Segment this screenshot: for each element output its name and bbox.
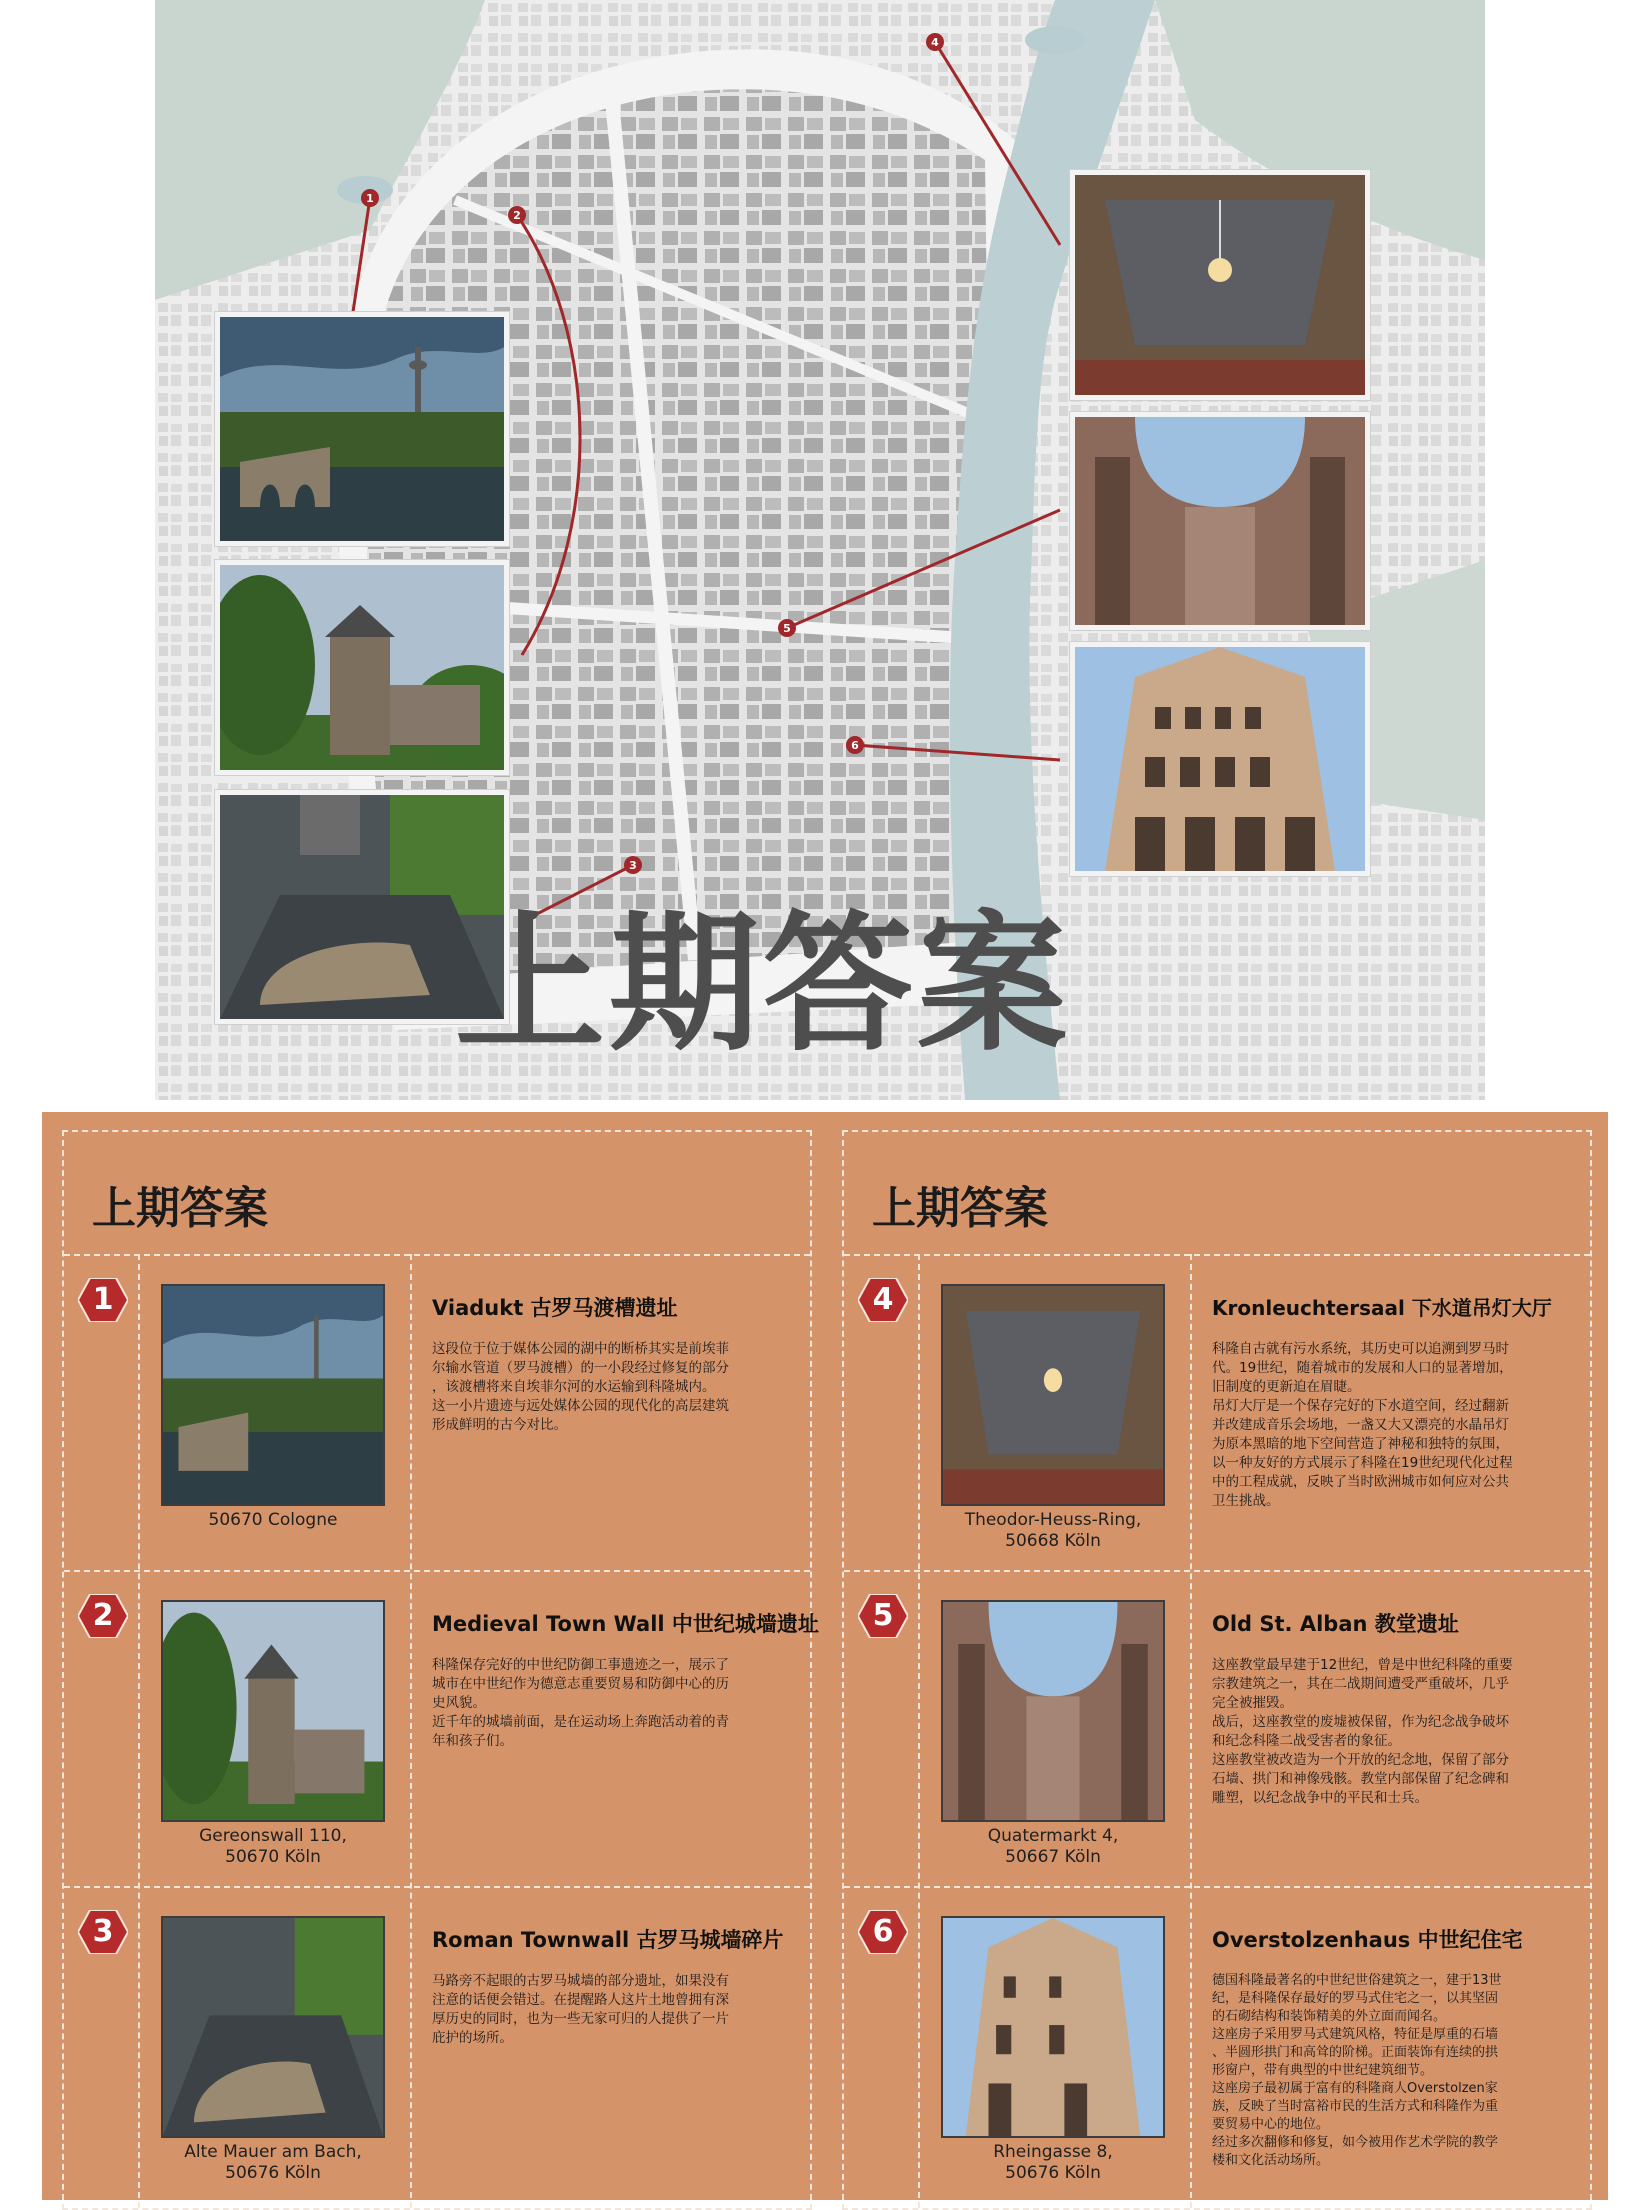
entry-description: 马路旁不起眼的古罗马城墙的部分遗址，如果没有 注意的话便会错过。在提醒路人这片土地曾拥有深 厚历史的同时，也为一些无家可归的人提供了一片 庇护的场所。 <box>432 1973 729 2046</box>
entry-title: Medieval Town Wall 中世纪城墙遗址 <box>432 1612 819 1636</box>
number-label: 6 <box>872 1914 894 1949</box>
entry-description: 德国科隆最著名的中世纪世俗建筑之一，建于13世 纪，是科隆保存最好的罗马式住宅之一，以其坚固 的石砌结构和装饰精美的外立面而闻名。 这座房子采用罗马式建筑风格，特征是厚重的石墙 、半圆形拱门和高耸的阶梯。正面装饰有连续的拱 形窗户，带有典型的中世纪建筑细节。 这座房子最初属于富有的科隆商人Overstolzen家 族，反映了当时富裕市民的生活方式和科隆作为重 要贸易中心的地位。 经过多次翻修和修复，如今被用作艺术学院的教学 楼和文化活动场所。 <box>1212 1973 1502 2168</box>
map-marker-2[interactable]: 2 <box>513 209 521 222</box>
entry-title: Old St. Alban 教堂遗址 <box>1212 1612 1459 1636</box>
entry-address: Theodor-Heuss-Ring, 50668 Köln <box>964 1510 1142 1551</box>
answer-board <box>42 1112 1608 2200</box>
wall-fragment-icon <box>163 1918 383 2136</box>
map-photo-tower[interactable] <box>215 560 509 775</box>
number-label: 1 <box>92 1282 114 1317</box>
map-marker-1[interactable]: 1 <box>366 192 374 205</box>
answer-panel-left <box>62 1130 819 2210</box>
entry-address: Quatermarkt 4, 50667 Köln <box>987 1826 1119 1867</box>
entry-address: Rheingasse 8, 50676 Köln <box>993 2142 1113 2183</box>
answer-entry-6 <box>844 1886 1590 2202</box>
chandelier-icon <box>943 1286 1163 1504</box>
map-marker-5[interactable]: 5 <box>783 622 791 635</box>
map-photo-chandelier-hall[interactable] <box>1070 170 1370 400</box>
answer-entry-1 <box>64 1254 810 1570</box>
map-photo-viaduct[interactable] <box>215 312 509 546</box>
entry-photo[interactable] <box>941 1916 1165 2138</box>
entry-title: Overstolzenhaus 中世纪住宅 <box>1212 1928 1523 1952</box>
banner-title: 上期答案 <box>455 898 1072 1072</box>
tower-icon <box>220 565 504 770</box>
number-label: 3 <box>92 1914 114 1949</box>
entry-title: Roman Townwall 古罗马城墙碎片 <box>432 1928 784 1952</box>
entry-photo[interactable] <box>941 1600 1165 1822</box>
entry-photo[interactable] <box>161 1284 385 1506</box>
entry-photo[interactable] <box>941 1284 1165 1506</box>
chandelier-icon <box>1075 175 1365 395</box>
number-badge <box>78 1278 128 1322</box>
map-photo-church-ruin[interactable] <box>1070 412 1370 630</box>
entry-address: Alte Mauer am Bach, 50676 Köln <box>184 2142 362 2183</box>
answer-entry-5 <box>844 1570 1590 1886</box>
entry-description: 这座教堂最早建于12世纪，曾是中世纪科隆的重要 宗教建筑之一，其在二战期间遭受严重破坏，几乎 完全被摧毁。 战后，这座教堂的废墟被保留，作为纪念战争破坏 和纪念科隆二战受害者的象征。 这座教堂被改造为一个开放的纪念地，保留了部分 石墙、拱门和神像残骸。教堂内部保留了纪念碑和 雕塑，以纪念战争中的平民和士兵。 <box>1212 1657 1513 1806</box>
map-marker-3[interactable]: 3 <box>629 859 637 872</box>
panel-title: 上期答案 <box>872 1183 1048 1234</box>
panel-title: 上期答案 <box>92 1183 268 1234</box>
number-badge <box>858 1910 908 1954</box>
entry-title: Kronleuchtersaal 下水道吊灯大厅 <box>1212 1296 1552 1320</box>
tower-icon <box>163 1602 383 1820</box>
number-badge <box>78 1594 128 1638</box>
church-ruin-icon <box>943 1602 1163 1820</box>
number-label: 2 <box>92 1598 114 1633</box>
entry-photo[interactable] <box>161 1600 385 1822</box>
map-marker-4[interactable]: 4 <box>931 36 939 49</box>
entry-description: 科隆自古就有污水系统，其历史可以追溯到罗马时 代。19世纪，随着城市的发展和人口的显著增加， 旧制度的更新迫在眉睫。 吊灯大厅是一个保存完好的下水道空间，经过翻新 并改建成音乐会场地，一盏又大又漂亮的水晶吊灯 为原本黑暗的地下空间营造了神秘和独特的氛围， 以一种友好的方式展示了科隆在19世纪现代化过程 中的工程成就，反映了当时欧洲城市如何应对公共 卫生挑战。 <box>1212 1341 1513 1509</box>
gabled-house-icon <box>943 1918 1163 2136</box>
number-label: 5 <box>872 1598 894 1633</box>
entry-title: Viadukt 古罗马渡槽遗址 <box>432 1296 678 1320</box>
number-label: 4 <box>872 1282 894 1317</box>
viaduct-icon <box>163 1286 383 1504</box>
answer-entry-3 <box>64 1886 810 2202</box>
viaduct-icon <box>220 317 504 541</box>
entry-description: 科隆保存完好的中世纪防御工事遗迹之一，展示了 城市在中世纪作为德意志重要贸易和防御中心的历 史风貌。 近千年的城墙前面，是在运动场上奔跑活动着的青 年和孩子们。 <box>432 1657 729 1749</box>
gabled-house-icon <box>1075 647 1365 871</box>
map-photo-overstolzenhaus[interactable] <box>1070 642 1370 876</box>
number-badge <box>858 1594 908 1638</box>
entry-address: Gereonswall 110, 50670 Köln <box>199 1826 347 1867</box>
number-badge <box>858 1278 908 1322</box>
answer-entry-4 <box>844 1254 1590 1570</box>
entry-photo[interactable] <box>161 1916 385 2138</box>
number-badge <box>78 1910 128 1954</box>
answer-panel-right <box>842 1130 1592 2210</box>
church-ruin-icon <box>1075 417 1365 625</box>
answer-entry-2 <box>64 1570 819 1886</box>
map-marker-6[interactable]: 6 <box>851 739 859 752</box>
entry-description: 这段位于位于媒体公园的湖中的断桥其实是前埃菲 尔输水管道（罗马渡槽）的一小段经过修复的部分 ，该渡槽将来自埃菲尔河的水运输到科隆城内。 这一小片遗迹与远处媒体公园的现代化的高层建筑 形成鲜明的古今对比。 <box>432 1341 729 1433</box>
entry-address: 50670 Cologne <box>208 1510 338 1530</box>
